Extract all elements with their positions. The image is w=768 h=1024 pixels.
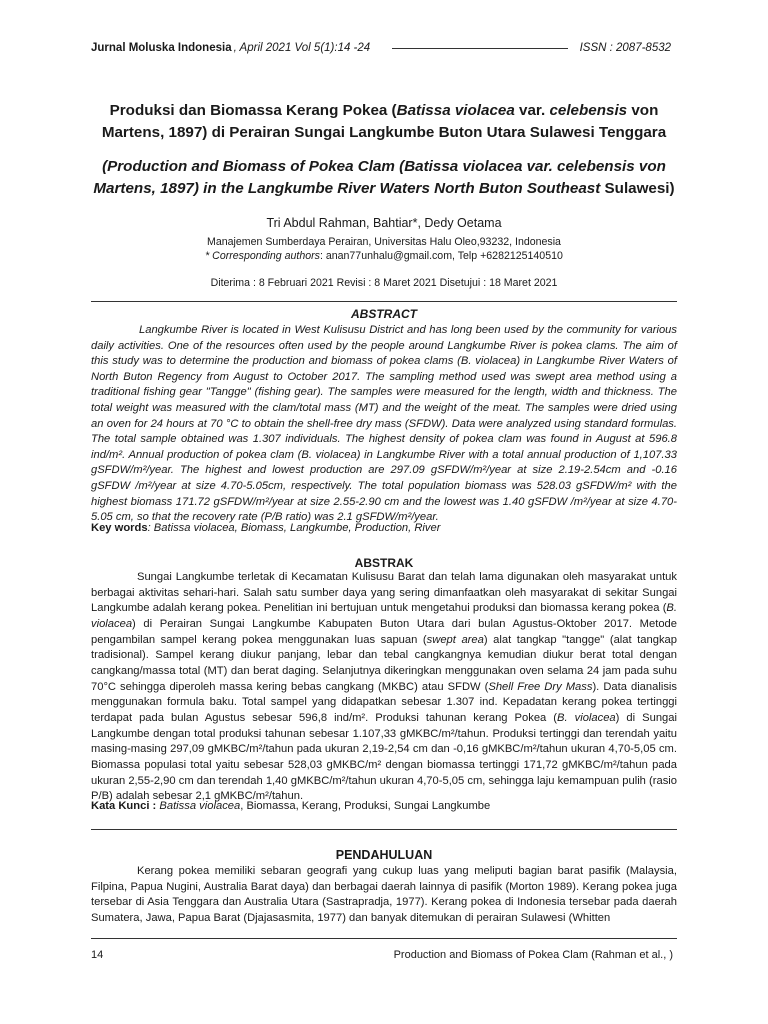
affiliation-block (91, 235, 677, 263)
affiliation: Manajemen Sumberdaya Perairan, Universitas Halu Oleo,93232, Indonesia (207, 236, 561, 248)
journal-issn: ISSN : 2087-8532 (579, 42, 671, 54)
title-english: (Production and Biomass of Pokea Clam (Batissa violacea var. celebensis von Martens, 1897) in the Langkumbe River Waters North Buton Southeast Sulawesi) (93, 158, 675, 197)
corresponding-author: * Corresponding authors: anan77unhalu@gmail.com, Telp +6282125140510 (205, 250, 563, 262)
section-heading-pendahuluan: PENDAHULUAN (335, 848, 433, 862)
page-number: 14 (91, 949, 104, 961)
journal-name: Jurnal Moluska Indonesia (91, 42, 232, 54)
keywords-label: Key words (91, 522, 148, 534)
journal-header (91, 40, 671, 56)
species-name: Batissa violacea (396, 102, 515, 119)
keywords (91, 522, 677, 534)
divider (91, 301, 677, 302)
introduction-paragraph: Kerang pokea memiliki sebaran geografi yang cukup luas yang meliputi bagian barat pasifik (Malaysia, Filpina, Papua Nugini, Australia Barat daya) dan berbagai daerah lainnya di pasifik (Morton 1989). Kerang pokea juga tersebar di Asia Tenggara dan Australia Utara (Sastrapradja, 1977). Kerang pokea di Indonesia tersebar pada daerah Sumatera, Jawa, Papua Barat (Djajasasmita, 1977) dan banyak ditemukan di perairan Sulawesi (Whitten (91, 865, 677, 925)
page-footer (91, 949, 673, 961)
variety-name: celebensis (549, 102, 628, 119)
author-list: Tri Abdul Rahman, Bahtiar*, Dedy Oetama (266, 216, 502, 230)
abstrak-body: Sungai Langkumbe terletak di Kecamatan Kulisusu Barat dan telah lama digunakan oleh masyarakat untuk berbagai aktivitas sehari-hari. Salah satu sumber daya yang sering dimanfaatkan oleh masyarakat di sekitar Sungai Langkumbe adalah kerang pokea. Penelitian ini bertujuan untuk mengetahui produksi dan biomassa kerang pokea (B. violacea) di Perairan Sungai Langkumbe Kabupaten Buton Utara dari bulan Agustus-Oktober 2017. Metode pengambilan sampel kerang pokea menggunakan luas sapuan (swept area) alat tangkap "tangge" (alat tangkap tradisional). Sampel kerang diukur panjang, lebar dan tebal cangkangnya kemudian diukur berat total dengan cangkang/massa total (MT) dan berat daging. Selanjutnya dikeringkan menggunakan oven selama 24 jam pada suhu 70°C sehingga diperoleh massa kering bebas cangkang (MKBC) atau SFDW (Shell Free Dry Mass). Data dianalisis menggunakan formula baku. Total sampel yang didapatkan sebesar 1.307 ind. Kepadatan kerang pokea tertinggi terdapat pada bulan Agustus sebesar 596,8 ind/m². Produksi tahunan kerang Pokea (B. violacea) di Sungai Langkumbe dengan total produksi tahunan sebesar 1.107,33 gMKBC/m²/tahun. Produksi tertinggi dan terendah yaitu masing-masing 297,09 gMKBC/m²/tahun pada ukuran 2,19-2,54 cm dan -0,16 gMKBC/m²/tahun ukuran 4,70-5,05 cm. Biomassa populasi total yaitu sebesar 528,03 gMKBC/m² dengan biomassa tertinggi 171,72 gMKBC/m²/tahun pada ukuran 2,55-2,90 cm dan terendah 1,40 gMKBC/m²/tahun ukuran 4,70-5,05 cm, sehingga laju kemampuan pulih (rasio P/B) adalah sebesar 2,1 gMKBC/m²/tahun. (91, 571, 677, 803)
keywords-values: : Batissa violacea, Biomass, Langkumbe, Production, River (147, 522, 441, 534)
journal-issue-info: , April 2021 Vol 5(1):14 -24 (233, 42, 371, 54)
header-rule (392, 48, 567, 49)
submission-dates: Diterima : 8 Februari 2021 Revisi : 8 Maret 2021 Disetujui : 18 Maret 2021 (210, 277, 558, 289)
abstract-body: Langkumbe River is located in West Kulisusu District and has long been used by the community for various daily activities. One of the resources often used by the people around Langkumbe River is pokea clams. The aim of this study was to determine the production and biomass of pokea clams (B. violacea) in Langkumbe River Waters of North Buton Regency from August to October 2017. The sampling method used was swept area method using a traditional fishing gear "Tangge" (fishing gear). The samples were measured for the length, width and thickness. The total weight was measured with the clam/total mass (MT) and the weight of the meat. The samples were dried using an oven for 24 hours at 70 °C to obtain the shell-free dry mass (SFDW). Data were analyzed using standard formulas. The total sample obtained was 1.307 individuals. The highest density of pokea clam was found in August at 596.8 ind/m². Annual production of pokea clam (B. violacea) in Langkumbe River with a total annual production of 1,107.33 gSFDW/m²/year. The highest and lowest production are 297.09 gSFDW/m²/year at size 2.19-2.54cm and -0.16 gSFDW /m²/year at size 4.70-5.05cm, respectively. The total population biomass was 528.03 gSFDW/m² with the highest biomass 171.72 gSFDW/m²/year at size 2.55-2.90 cm and the lowest was 1.40 gSFDW /m²/year at size 4.70-5.05 cm, so that the recovery rate (P/B ratio) was 2.1 gSFDW/m²/year. (91, 324, 677, 524)
abstrak-heading: ABSTRAK (354, 556, 414, 570)
footer-rule (91, 938, 677, 939)
abstract-heading: ABSTRACT (351, 307, 417, 321)
title-indonesian: Produksi dan Biomassa Kerang Pokea (Batissa violacea var. celebensis von Martens, 1897) di Perairan Sungai Langkumbe Buton Utara Sulawesi Tenggara (101, 102, 667, 141)
running-title: Production and Biomass of Pokea Clam (Rahman et al., ) (393, 949, 673, 961)
kata-kunci: Kata Kunci : Batissa violacea, Biomassa, Kerang, Produksi, Sungai Langkumbe (91, 800, 491, 812)
divider (91, 829, 677, 830)
kata-kunci-label: Kata Kunci : (91, 800, 157, 812)
